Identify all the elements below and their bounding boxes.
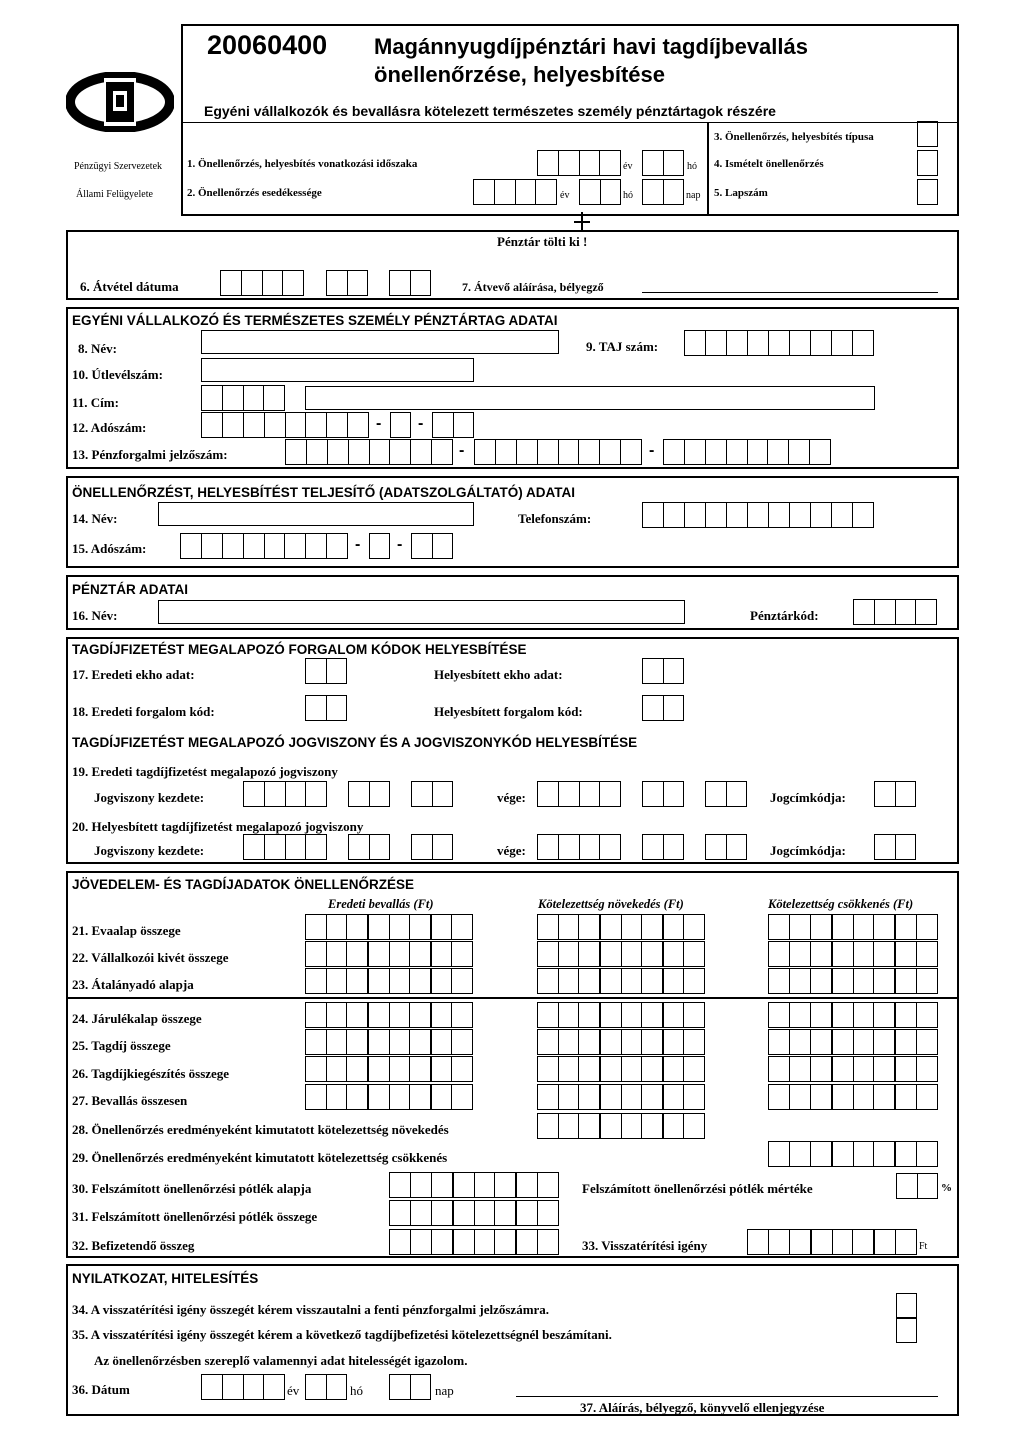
field-16-name[interactable] — [158, 600, 685, 624]
form-subtitle: Egyéni vállalkozók és bevallásra kötelezett természetes személy pénztártagok részére — [204, 103, 776, 119]
field-3-label: 3. Önellenőrzés, helyesbítés típusa — [714, 131, 874, 143]
field-22-increase[interactable] — [537, 941, 705, 967]
fund-code-label: Pénztárkód: — [750, 608, 819, 623]
form-title-line2: önellenőrzése, helyesbítése — [374, 62, 666, 87]
field-21-label: 21. Evaalap összege — [72, 923, 181, 938]
field-7-label: 7. Átvevő aláírása, bélyegző — [462, 280, 604, 294]
fund-code[interactable] — [853, 599, 937, 625]
field-11-address[interactable] — [305, 386, 875, 410]
field-2-day[interactable] — [642, 179, 684, 205]
field-14-name[interactable] — [158, 502, 474, 526]
field-25-increase[interactable] — [537, 1029, 705, 1055]
field-19-start-day[interactable] — [411, 781, 453, 807]
legal-section-title: TAGDÍJFIZETÉST MEGALAPOZÓ JOGVISZONY ÉS A JOGVISZONYKÓD HELYESBÍTÉSE — [72, 735, 638, 750]
field-2-label: 2. Önellenőrzés esedékessége — [187, 187, 322, 199]
provider-section-title: ÖNELLENŐRZÉST, HELYESBÍTÉST TELJESÍTŐ (ADATSZOLGÁLTATÓ) ADATAI — [72, 485, 576, 500]
field-18-original[interactable] — [305, 695, 347, 721]
field-27-label: 27. Bevallás összesen — [72, 1093, 188, 1108]
field-7-signature-line[interactable] — [642, 292, 938, 293]
field-34-checkbox[interactable] — [896, 1293, 917, 1318]
field-33-label: 33. Visszatérítési igény — [582, 1238, 708, 1253]
field-20-label: 20. Helyesbített tagdíjfizetést megalapozó jogviszony — [72, 819, 364, 834]
field-19-end-label: vége: — [497, 790, 526, 805]
field-32-label: 32. Befizetendő összeg — [72, 1238, 195, 1253]
field-20-start-month[interactable] — [348, 834, 390, 860]
field-12-dash2: - — [418, 415, 424, 432]
field-26-label: 26. Tagdíjkiegészítés összege — [72, 1066, 230, 1081]
field-15-label: 15. Adószám: — [72, 541, 147, 556]
field-10-passport[interactable] — [201, 358, 474, 382]
field-13-bank-1[interactable] — [285, 439, 453, 465]
field-2-ev: év — [560, 190, 570, 201]
percent-sign: % — [941, 1182, 952, 1194]
org-name-line2: Állami Felügyelete — [76, 189, 153, 200]
field-17-label: 17. Eredeti ekho adat: — [72, 667, 195, 682]
field-34-label: 34. A visszatérítési igény összegét kérem visszautalni a fenti pénzforgalmi jelzőszámra. — [72, 1302, 550, 1317]
field-18-label: 18. Eredeti forgalom kód: — [72, 704, 215, 719]
field-12-label: 12. Adószám: — [72, 420, 147, 435]
field-31-amount[interactable] — [389, 1200, 559, 1226]
field-13-bank-2[interactable] — [474, 439, 642, 465]
field-12-taxid-mid[interactable] — [390, 412, 411, 438]
header-vertical-divider — [707, 122, 709, 216]
field-13-bank-3[interactable] — [663, 439, 831, 465]
field-1-ev: év — [623, 161, 633, 172]
member-section-title: EGYÉNI VÁLLALKOZÓ ÉS TERMÉSZETES SZEMÉLY PÉNZTÁRTAG ADATAI — [72, 313, 558, 328]
field-36-month[interactable] — [305, 1374, 347, 1400]
field-23-increase[interactable] — [537, 968, 705, 994]
field-35-checkbox[interactable] — [896, 1318, 917, 1343]
field-6-month[interactable] — [326, 270, 368, 296]
field-9-label: 9. TAJ szám: — [586, 339, 659, 354]
field-5-box[interactable] — [917, 179, 938, 205]
field-4-label: 4. Ismételt önellenőrzés — [714, 158, 824, 170]
field-17b-label: Helyesbített ekho adat: — [434, 667, 563, 682]
field-24-increase[interactable] — [537, 1002, 705, 1028]
field-10-label: 10. Útlevélszám: — [72, 367, 163, 382]
field-18-corrected[interactable] — [642, 695, 684, 721]
field-15-dash1: - — [355, 536, 361, 553]
field-25-original[interactable] — [305, 1029, 473, 1055]
field-26-original[interactable] — [305, 1056, 473, 1082]
field-6-day[interactable] — [389, 270, 431, 296]
field-19-end-year[interactable] — [537, 781, 621, 807]
field-1-label: 1. Önellenőrzés, helyesbítés vonatkozási időszaka — [187, 158, 418, 170]
field-24-decrease[interactable] — [768, 1002, 938, 1028]
field-31-label: 31. Felszámított önellenőrzési pótlék összege — [72, 1209, 318, 1224]
field-30-base[interactable] — [389, 1172, 559, 1198]
field-20-end-month[interactable] — [642, 834, 684, 860]
field-36-day[interactable] — [389, 1374, 431, 1400]
declaration-section-title: NYILATKOZAT, HITELESÍTÉS — [72, 1271, 259, 1286]
field-2-year[interactable] — [473, 179, 557, 205]
field-19-start-label: Jogviszony kezdete: — [94, 790, 205, 805]
codes-section-title: TAGDÍJFIZETÉST MEGALAPOZÓ FORGALOM KÓDOK HELYESBÍTÉSE — [72, 642, 527, 657]
org-name-line1: Pénzügyi Szervezetek — [74, 161, 163, 172]
field-13-label: 13. Pénzforgalmi jelzőszám: — [72, 447, 228, 462]
field-11-zip[interactable] — [201, 385, 285, 411]
field-23-decrease[interactable] — [768, 968, 938, 994]
field-8-name[interactable] — [201, 330, 559, 354]
field-36-ho: hó — [350, 1383, 363, 1398]
field-30-rate[interactable] — [896, 1173, 938, 1199]
phone-label: Telefonszám: — [518, 511, 592, 526]
field-1-month[interactable] — [642, 150, 684, 176]
field-21-original[interactable] — [305, 914, 473, 940]
field-1-ho: hó — [687, 161, 697, 172]
col-original-header: Eredeti bevallás (Ft) — [328, 897, 434, 911]
field-16-label: 16. Név: — [72, 608, 118, 623]
field-22-label: 22. Vállalkozói kivét összege — [72, 950, 229, 965]
field-13-dash1: - — [459, 442, 465, 459]
field-19-code-label: Jogcímkódja: — [770, 790, 846, 805]
field-23-label: 23. Átalányadó alapja — [72, 977, 194, 992]
col-decrease-header: Kötelezettség csökkenés (Ft) — [768, 897, 914, 911]
field-3-box[interactable] — [917, 121, 938, 147]
field-20-code-label: Jogcímkódja: — [770, 843, 846, 858]
certify-text: Az önellenőrzésben szereplő valamennyi adat hitelességét igazolom. — [94, 1353, 468, 1368]
field-24-original[interactable] — [305, 1002, 473, 1028]
field-2-month[interactable] — [579, 179, 621, 205]
field-14-label: 14. Név: — [72, 511, 118, 526]
field-25-decrease[interactable] — [768, 1029, 938, 1055]
field-5-label: 5. Lapszám — [714, 187, 768, 199]
field-19-label: 19. Eredeti tagdíjfizetést megalapozó jogviszony — [72, 764, 338, 779]
field-33-refund[interactable] — [747, 1229, 917, 1255]
fund-section-title: PÉNZTÁR ADATAI — [72, 582, 188, 597]
field-19-code[interactable] — [874, 781, 916, 807]
field-37-label: 37. Aláírás, bélyegző, könyvelő ellenjegyzése — [580, 1400, 825, 1415]
field-12-dash1: - — [376, 415, 382, 432]
field-29-label: 29. Önellenőrzés eredményeként kimutatott kötelezettség csökkenés — [72, 1150, 448, 1165]
field-21-decrease[interactable] — [768, 914, 938, 940]
connector-cross — [572, 212, 592, 232]
income-divider — [66, 997, 959, 999]
field-9-taj[interactable] — [684, 330, 874, 356]
field-36-nap: nap — [435, 1383, 454, 1398]
field-29-decrease[interactable] — [768, 1141, 938, 1167]
field-26-decrease[interactable] — [768, 1056, 938, 1082]
field-18b-label: Helyesbített forgalom kód: — [434, 704, 583, 719]
form-code: 20060400 — [207, 30, 328, 60]
field-27-increase[interactable] — [537, 1084, 705, 1110]
field-30-label: 30. Felszámított önellenőrzési pótlék alapja — [72, 1181, 312, 1196]
field-30b-label: Felszámított önellenőrzési pótlék mértéke — [582, 1181, 813, 1196]
field-27-original[interactable] — [305, 1084, 473, 1110]
field-19-start-year[interactable] — [243, 781, 327, 807]
field-22-original[interactable] — [305, 941, 473, 967]
field-24-label: 24. Járulékalap összege — [72, 1011, 202, 1026]
field-12-taxid-main[interactable] — [201, 412, 369, 438]
field-1-year[interactable] — [537, 150, 621, 176]
field-20-start-day[interactable] — [411, 834, 453, 860]
field-2-nap: nap — [686, 190, 701, 201]
field-2-ho: hó — [623, 190, 633, 201]
income-section-title: JÖVEDELEM- ÉS TAGDÍJADATOK ÖNELLENŐRZÉSE — [72, 877, 415, 892]
field-36-label: 36. Dátum — [72, 1382, 130, 1397]
field-13-dash2: - — [649, 442, 655, 459]
field-15-taxid-mid[interactable] — [369, 533, 390, 559]
field-6-year[interactable] — [220, 270, 304, 296]
fund-fill-title: Pénztár tölti ki ! — [497, 234, 588, 249]
field-15-taxid-main[interactable] — [180, 533, 348, 559]
field-17-original[interactable] — [305, 658, 347, 684]
field-6-label: 6. Átvétel dátuma — [80, 279, 179, 294]
field-19-end-day[interactable] — [705, 781, 747, 807]
field-36-year[interactable] — [201, 1374, 285, 1400]
field-35-label: 35. A visszatérítési igény összegét kérem a következő tagdíjbefizetési kötelezettségnél beszámítani. — [72, 1327, 612, 1342]
field-15-taxid-end[interactable] — [411, 533, 453, 559]
field-20-end-year[interactable] — [537, 834, 621, 860]
field-20-end-day[interactable] — [705, 834, 747, 860]
field-25-label: 25. Tagdíj összege — [72, 1038, 171, 1053]
ft-unit: Ft — [919, 1241, 928, 1252]
org-logo — [66, 72, 174, 132]
field-26-increase[interactable] — [537, 1056, 705, 1082]
field-17-corrected[interactable] — [642, 658, 684, 684]
field-8-label: 8. Név: — [78, 341, 117, 356]
field-20-code[interactable] — [874, 834, 916, 860]
field-28-increase[interactable] — [537, 1113, 705, 1139]
phone-number[interactable] — [642, 502, 874, 528]
field-4-box[interactable] — [917, 150, 938, 176]
field-27-decrease[interactable] — [768, 1084, 938, 1110]
field-20-start-year[interactable] — [243, 834, 327, 860]
col-increase-header: Kötelezettség növekedés (Ft) — [538, 897, 684, 911]
field-28-label: 28. Önellenőrzés eredményeként kimutatott kötelezettség növekedés — [72, 1122, 449, 1137]
field-37-signature-line[interactable] — [516, 1396, 938, 1397]
field-15-dash2: - — [397, 536, 403, 553]
header-divider — [181, 122, 959, 123]
field-32-payable[interactable] — [389, 1229, 559, 1255]
field-36-ev: év — [287, 1383, 300, 1398]
field-12-taxid-end[interactable] — [432, 412, 474, 438]
field-22-decrease[interactable] — [768, 941, 938, 967]
field-23-original[interactable] — [305, 968, 473, 994]
field-19-end-month[interactable] — [642, 781, 684, 807]
field-21-increase[interactable] — [537, 914, 705, 940]
field-20-start-label: Jogviszony kezdete: — [94, 843, 205, 858]
form-title-line1: Magánnyugdíjpénztári havi tagdíjbevallás — [374, 34, 808, 59]
field-20-end-label: vége: — [497, 843, 526, 858]
field-11-label: 11. Cím: — [72, 395, 119, 410]
field-19-start-month[interactable] — [348, 781, 390, 807]
